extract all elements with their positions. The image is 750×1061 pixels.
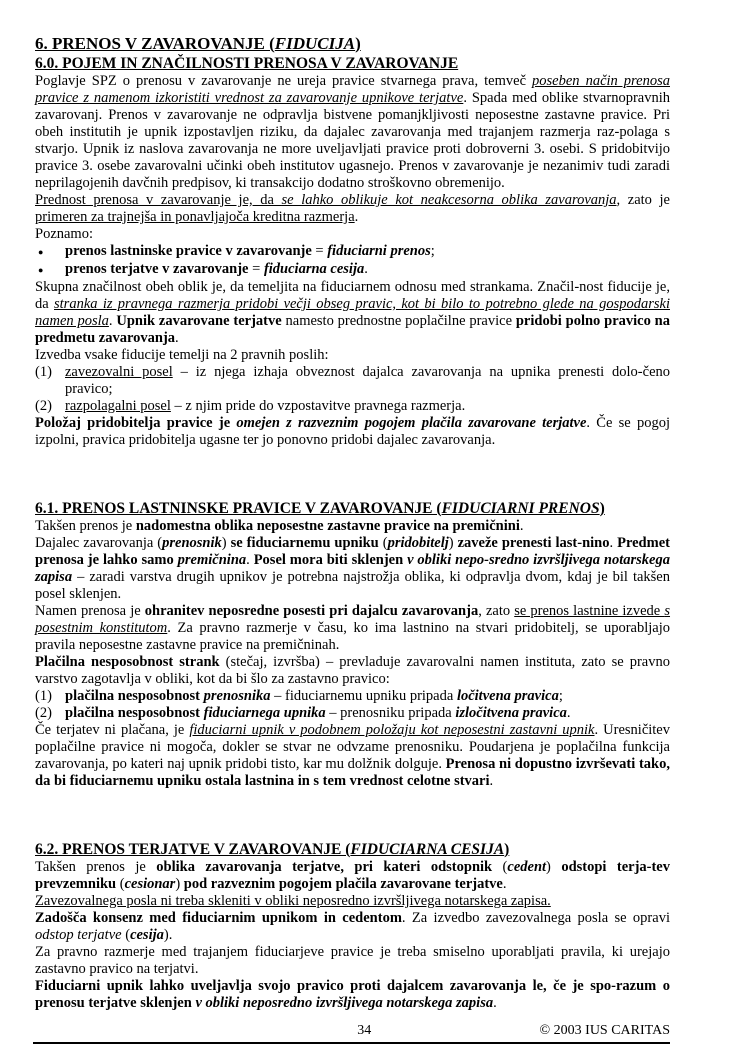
text-run: Za pravno razmerje med trajanjem fiduciarjeve pravice je treba smiselno uporabljati pravila, ki urejajo zastavno pravico na terjatvi.	[35, 944, 670, 977]
text-run: cesija	[130, 927, 164, 943]
text-run: Dajalec zavarovanja (	[35, 535, 163, 551]
text-run: – zaradi varstva drugih upnikov je potrebna najstrožja oblika, ki odpravlja dvom, kdaj je bil takšen posel sklenjen.	[35, 569, 670, 602]
footer-row	[33, 1022, 670, 1039]
bullet-item	[35, 261, 670, 279]
text-run: ;	[430, 243, 435, 259]
text-run: Skupna značilnost obeh oblik je, da temeljita na fiduciarnem odnosu med strankama. Značil-nost fiducije je, da	[35, 279, 670, 312]
paragraph	[35, 518, 670, 535]
paragraph	[35, 415, 670, 449]
text-run: Takšen prenos je	[35, 859, 157, 875]
text-run: . Za izvedbo zavezovalnega posla se opravi	[401, 910, 670, 926]
paragraph	[35, 73, 670, 192]
text-run: fiduciarni prenos	[327, 243, 431, 259]
text-run: Položaj pridobitelja pravice je	[35, 415, 237, 431]
text-run: v obliki nepo-sredno izvršljivega notarskega zapisa	[35, 552, 670, 585]
text-run: Upnik zavarovane terjatve	[116, 313, 282, 329]
paragraph	[35, 192, 670, 226]
text-run: – z njim pride do vzpostavitve pravnega razmerja.	[170, 398, 466, 414]
text-run: )	[355, 34, 361, 53]
numbered-item	[35, 688, 670, 705]
paragraph	[35, 226, 670, 243]
page-footer	[33, 1022, 670, 1044]
text-run: 6.1. PRENOS LASTNINSKE PRAVICE V ZAVAROVANJE (	[35, 500, 442, 517]
text-run: 6.0. POJEM IN ZNAČILNOSTI PRENOSA V ZAVAROVANJE	[35, 55, 459, 72]
text-run: (	[492, 859, 508, 875]
text-run: .	[354, 209, 359, 225]
text-run: . Za pravno razmerje v času, ko ima lastnino na stvari pridobitelj, se uporabljajo pravila neposestne zastavne pravice na premičninah.	[35, 620, 670, 653]
text-run: – fiduciarnemu upniku pripada	[270, 688, 457, 704]
text-run: . Če se pogoj izpolni, pravica pridobitelja ugasne ter jo ponovno pridobi dajalec zavarovanja.	[35, 415, 671, 448]
text-run: 6. PRENOS V ZAVAROVANJE (	[35, 34, 275, 53]
paragraph	[35, 347, 670, 364]
paragraph	[35, 910, 670, 944]
text-run: pod razveznim pogojem plačila zavarovane terjatve	[183, 876, 503, 892]
text-run: Prednost prenosa v zavarovanje je, da	[35, 192, 282, 208]
paragraph	[35, 654, 670, 688]
section-heading-6-2	[35, 840, 670, 859]
text-run: primeren za trajnejša in ponavljajoča kreditna razmerja	[35, 209, 355, 225]
text-run: FIDUCIJA	[274, 34, 356, 53]
text-run: zavezovalni posel	[65, 364, 173, 380]
text-run: stranka iz pravnega razmerja pridobi večji obseg pravic, kot bi bilo to potrebno glede na gospodarski namen posla	[35, 296, 670, 329]
text-run: Plačilna nesposobnost strank	[35, 654, 220, 670]
paragraph	[35, 944, 670, 978]
text-run: nadomestna oblika neposestne zastavne pravice na premičnini	[135, 518, 520, 534]
text-run: prenosnika	[203, 688, 271, 704]
paragraph	[35, 722, 670, 790]
text-run: cedent	[507, 859, 547, 875]
text-run: Če terjatev ni plačana, je	[35, 722, 190, 738]
text-run: .	[502, 876, 507, 892]
paragraph	[35, 978, 670, 1012]
copyright-notice: © 2003 IUS CARITAS	[539, 1023, 670, 1038]
text-run: cesionar	[124, 876, 176, 892]
text-run: Poznamo:	[35, 226, 93, 242]
text-run: (	[116, 876, 125, 892]
text-run: premičnina	[177, 552, 247, 568]
text-run: (	[121, 927, 131, 943]
text-run: ločitvena pravica	[456, 688, 559, 704]
text-run: fiduciarnega upnika	[203, 705, 326, 721]
text-run: Takšen prenos je	[35, 518, 136, 534]
text-run: Posel mora biti sklenjen	[253, 552, 408, 568]
text-run: .	[175, 330, 179, 346]
text-run: Zadošča konsenz med fiduciarnim upnikom in cedentom	[35, 910, 402, 926]
text-run: =	[311, 243, 328, 259]
text-run: Predmet prenosa je lahko samo	[35, 535, 670, 568]
document-title	[35, 34, 670, 54]
text-run: 6.2. PRENOS TERJATVE V ZAVAROVANJE (	[35, 841, 351, 858]
text-run: )	[175, 876, 184, 892]
text-run: .	[108, 313, 117, 329]
list-number: (2)	[35, 705, 52, 721]
paragraph	[35, 279, 670, 347]
paragraph	[35, 535, 670, 603]
text-run: ).	[163, 927, 173, 943]
document-body	[35, 34, 670, 1012]
text-run: razpolagalni posel	[65, 398, 171, 414]
numbered-item	[35, 398, 670, 415]
text-run: pridobitelj	[387, 535, 449, 551]
numbered-item	[35, 705, 670, 722]
text-run: Izvedba vsake fiducije temelji na 2 pravnih poslih:	[35, 347, 329, 363]
text-run: omejen z razveznim pogojem plačila zavarovane terjatve	[236, 415, 587, 431]
section-heading-6-0	[35, 54, 670, 73]
bullet-icon: ●	[38, 247, 44, 257]
text-run: se prenos lastnine izvede	[514, 603, 665, 619]
section-heading-6-1	[35, 499, 670, 518]
text-run: – iz njega izhaja obveznost dajalca zavarovanja na upnika prenesti dolo-čeno pravico;	[65, 364, 671, 397]
text-run: pridobi polno pravico na predmetu zavarovanja	[35, 313, 670, 346]
text-run: , zato je	[616, 192, 670, 208]
section-spacer	[35, 449, 670, 499]
text-run: namesto prednostne poplačilne pravice	[281, 313, 516, 329]
text-run: v obliki neposredno izvršljivega notarskega zapisa	[195, 995, 494, 1011]
text-run: plačilna nesposobnost	[65, 688, 204, 704]
text-run: se lahko oblikuje kot neakcesorna oblika zavarovanja	[281, 192, 617, 208]
text-run: – prenosniku pripada	[325, 705, 456, 721]
text-run: fiduciarna cesija	[263, 261, 365, 277]
text-run: s posestnim konstitutom	[35, 603, 671, 636]
text-run: =	[248, 261, 264, 277]
text-run: )	[546, 859, 562, 875]
text-run: . Uresničitev poplačilne pravice ni mogoča, dokler se stvar ne odvzame prenosniku. Poudarjena je poplačilna funkcija zavarovanja, po kateri naj upnik pridobi tisto, kar mu dolžnik dolguje.	[35, 722, 670, 772]
text-run: prenos lastninske pravice v zavarovanje	[65, 243, 312, 259]
text-run: odstopi terja-tev prevzemniku	[35, 859, 670, 892]
text-run: .	[609, 535, 618, 551]
text-run: ;	[558, 688, 563, 704]
text-run: FIDUCIARNI PRENOS	[441, 500, 600, 517]
text-run: plačilna nesposobnost	[65, 705, 204, 721]
text-run: Fiduciarni upnik lahko uveljavlja svojo pravico proti dajalcem zavarovanja le, če je spo-razum o prenosu terjatve sklenjen	[35, 978, 670, 1011]
text-run: .	[519, 518, 524, 534]
text-run: , zato	[478, 603, 515, 619]
list-number: (1)	[35, 364, 52, 380]
text-run: )	[504, 841, 510, 858]
text-run: )	[221, 535, 231, 551]
bullet-item	[35, 243, 670, 261]
text-run: oblika zavarovanja terjatve, pri kateri odstopnik	[156, 859, 493, 875]
text-run: poseben način prenosa pravice z namenom izkoristiti vrednost za zavarovanje upnikove terjatve	[35, 73, 670, 106]
text-run: izločitvena pravica	[455, 705, 567, 721]
text-run: FIDUCIARNA CESIJA	[350, 841, 505, 858]
text-run: Namen prenosa je	[35, 603, 145, 619]
text-run: )	[599, 500, 605, 517]
text-run: .	[364, 261, 368, 277]
text-run: Zavezovalnega posla ni treba skleniti v obliki neposredno izvršljivega notarskega zapisa.	[35, 893, 551, 909]
bullet-icon: ●	[38, 265, 44, 275]
text-run: prenos terjatve v zavarovanje	[65, 261, 249, 277]
text-run: zaveže prenesti last-nino	[457, 535, 610, 551]
text-run: prenosnik	[162, 535, 222, 551]
text-run: .	[246, 552, 254, 568]
text-run: fiduciarni upnik v podobnem položaju kot neposestni zastavni upnik	[189, 722, 595, 738]
section-spacer	[35, 790, 670, 840]
text-run: odstop terjatve	[35, 927, 122, 943]
text-run: . Spada med oblike stvarnopravnih zavarovanj. Prenos v zavarovanje ne odpravlja bistvene pomanjkljivosti neposestne zastavne pravice. Pri obeh institutih je upnik izpostavljen riziku, da dajalec zavarovanja med trajanjem razmerja raz-polaga s stvarjo. Upnik iz naslova zavarovanja ne more uveljavljati pravice proti dobroverni 3. osebi. S pridobitvijo pravice 3. osebe zavarovalni učinki obeh institutov ugasnejo. Prenos v zavarovanje je nezanimiv tudi zaradi neprilagojenih davčnih predpisov, ki transakcijo dodatno stroškovno obremenijo.	[35, 90, 670, 191]
paragraph	[35, 603, 670, 654]
page-number: 34	[357, 1023, 372, 1038]
numbered-item	[35, 364, 670, 398]
paragraph	[35, 859, 670, 893]
text-run: (	[378, 535, 388, 551]
list-number: (1)	[35, 688, 52, 704]
text-run: .	[566, 705, 571, 721]
paragraph	[35, 893, 670, 910]
text-run: Poglavje SPZ o prenosu v zavarovanje ne ureja pravice stvarnega prava, temveč	[35, 73, 533, 89]
text-run: se fiduciarnemu upniku	[230, 535, 379, 551]
list-number: (2)	[35, 398, 52, 414]
text-run: ohranitev neposredne posesti pri dajalcu zavarovanja	[144, 603, 479, 619]
text-run: .	[493, 995, 497, 1011]
text-run: .	[489, 773, 494, 789]
text-run: )	[448, 535, 458, 551]
text-run: Prenosa ni dopustno izvrševati tako, da bi fiduciarnemu upniku ostala lastnina in s tem vrednost celotne stvari	[35, 756, 670, 789]
text-run: (stečaj, izvršba) – prevladuje zavarovalni namen instituta, zato se pravno varstvo zagotavlja v obliki, kot da bi šlo za zastavno pravico:	[35, 654, 670, 687]
